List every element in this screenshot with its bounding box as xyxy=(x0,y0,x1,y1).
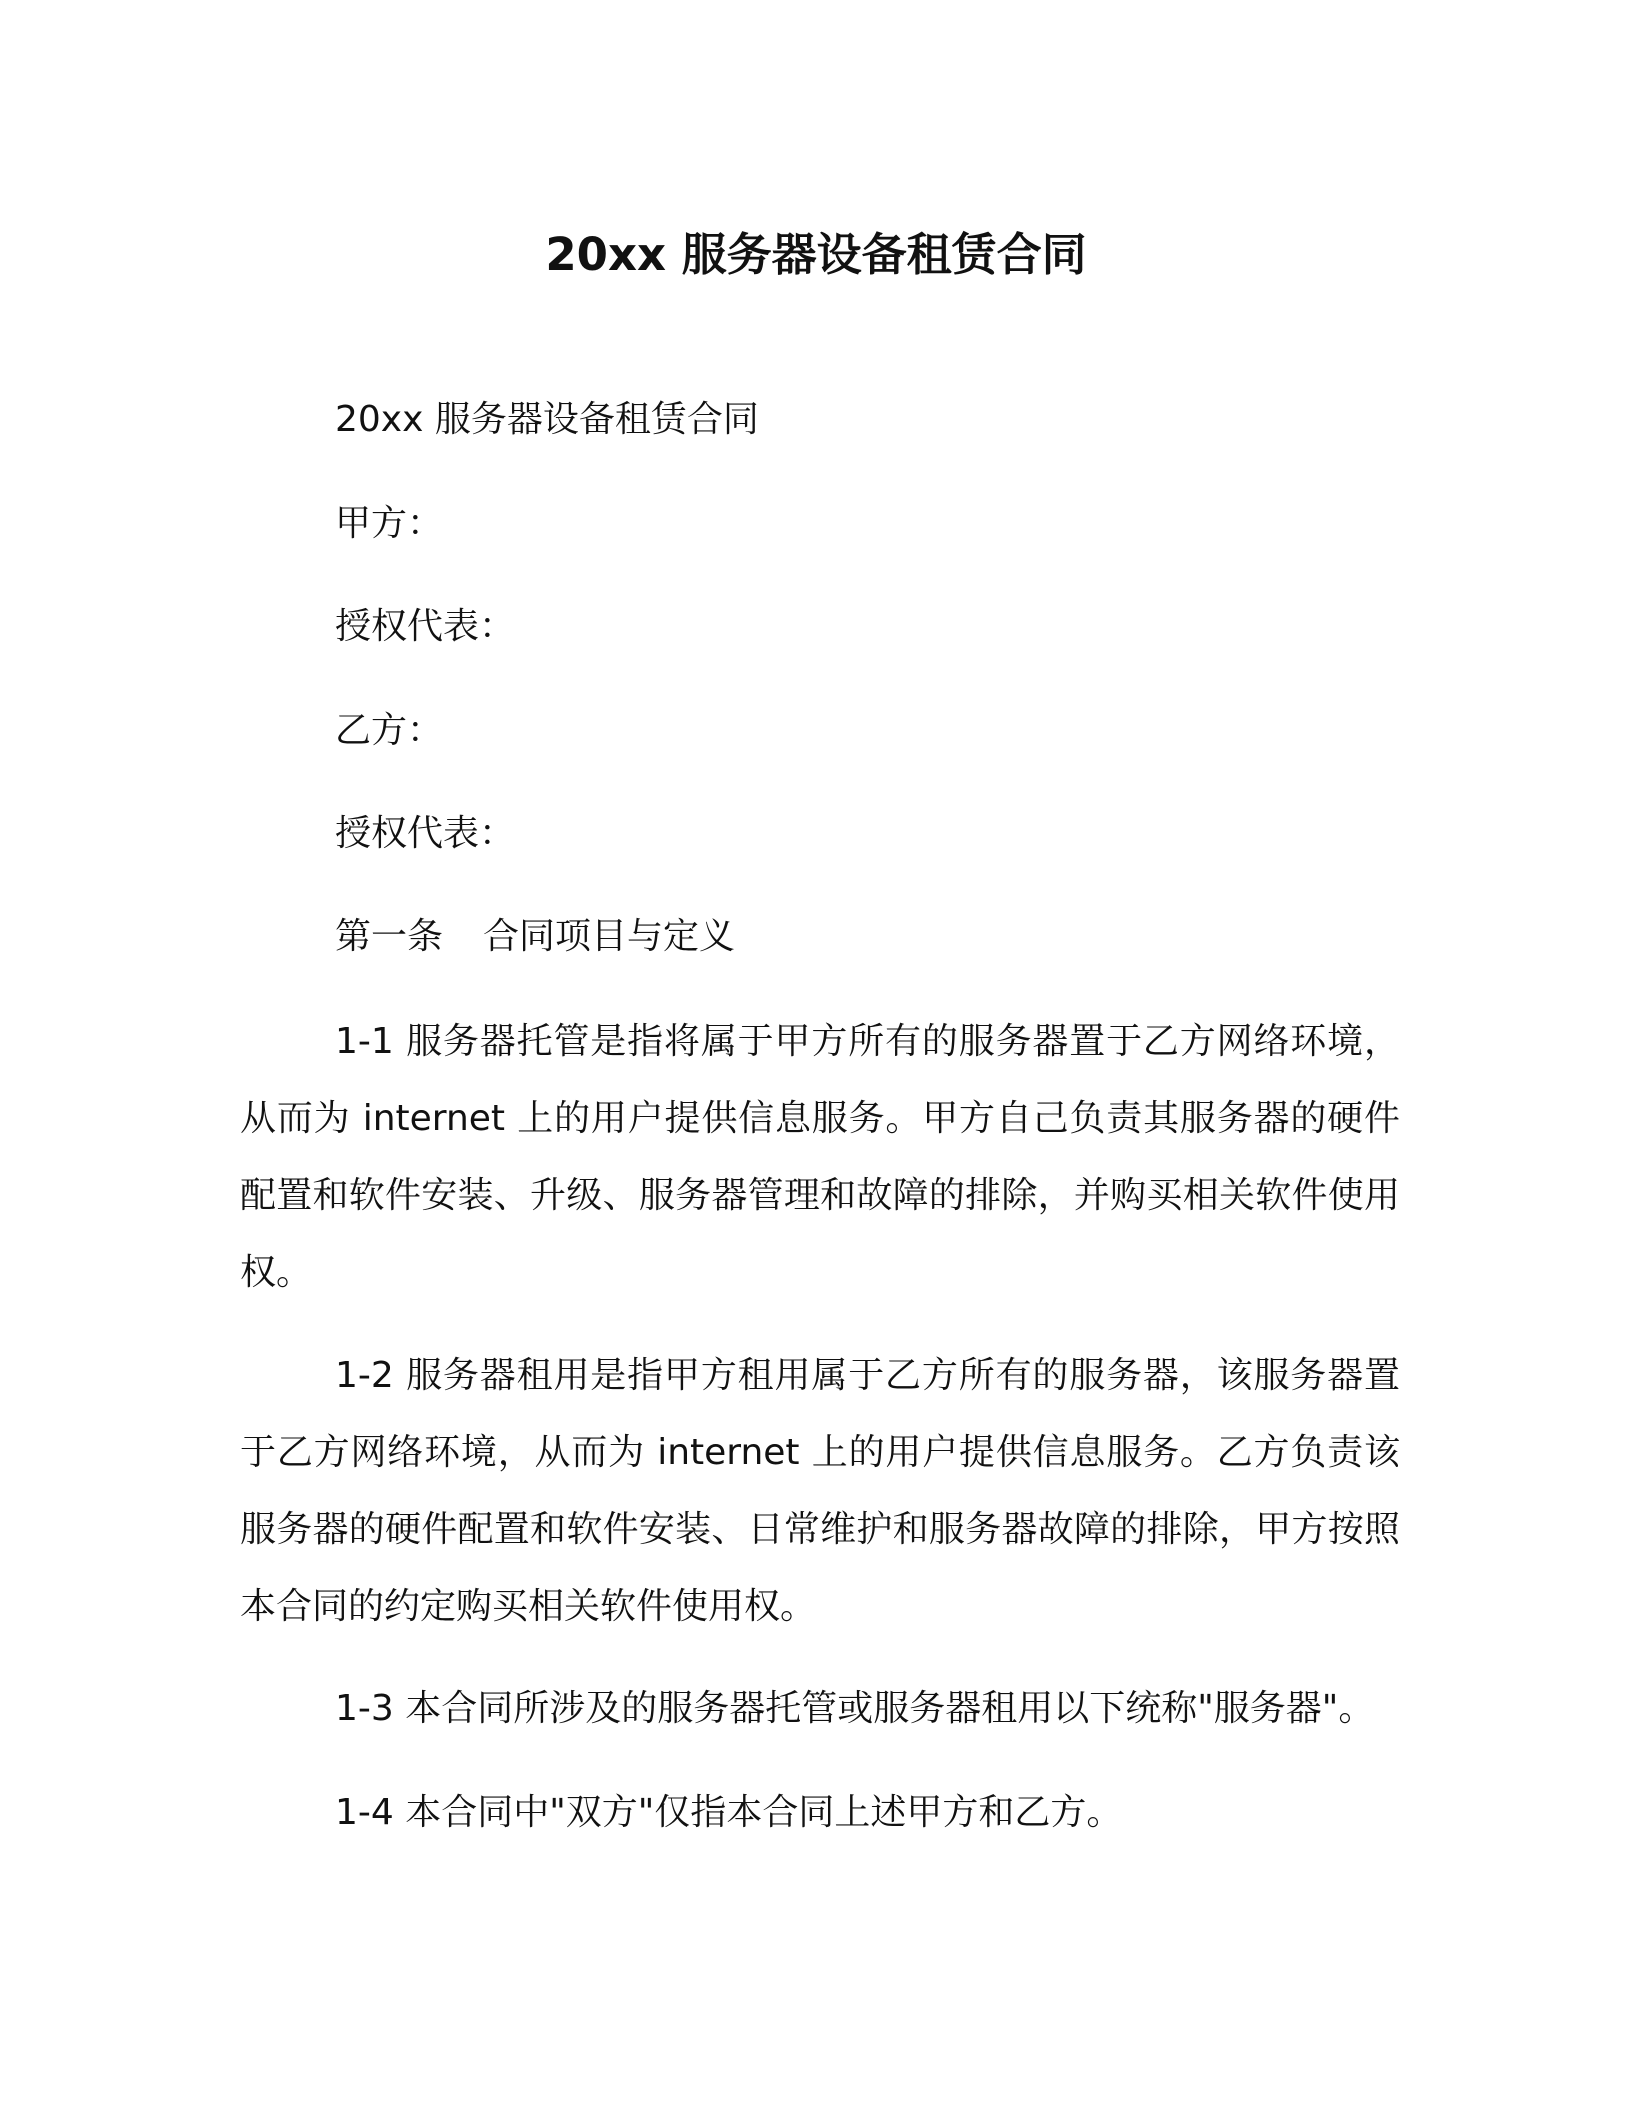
document-title: 20xx 服务器设备租赁合同 xyxy=(545,228,1087,281)
party-a-label: 甲方： xyxy=(335,503,444,544)
document-subtitle: 20xx 服务器设备租赁合同 xyxy=(335,399,759,440)
clause-1-1: 1-1 服务器托管是指将属于甲方所有的服务器置于乙方网络环境，从而为 internet 上的用户提供信息服务。甲方自己负责其服务器的硬件配置和软件安装、升级、服务器管理和故障的排除，并购买相关软件使用权。 xyxy=(240,1021,1400,1293)
article-1-number: 第一条 xyxy=(335,916,444,957)
party-b-label: 乙方： xyxy=(335,710,444,751)
article-1-heading xyxy=(335,913,735,961)
article-1-title: 合同项目与定义 xyxy=(483,916,736,957)
clause-1-4: 1-4 本合同中"双方"仅指本合同上述甲方和乙方。 xyxy=(335,1792,1123,1833)
clause-1-2: 1-2 服务器租用是指甲方租用属于乙方所有的服务器，该服务器置于乙方网络环境，从而为 internet 上的用户提供信息服务。乙方负责该服务器的硬件配置和软件安装、日常维护和服务器故障的排除，甲方按照本合同的约定购买相关软件使用权。 xyxy=(240,1355,1400,1627)
party-b-representative-label: 授权代表： xyxy=(335,813,516,854)
party-a-representative-label: 授权代表： xyxy=(335,606,516,647)
clause-1-3: 1-3 本合同所涉及的服务器托管或服务器租用以下统称"服务器"。 xyxy=(335,1688,1375,1729)
